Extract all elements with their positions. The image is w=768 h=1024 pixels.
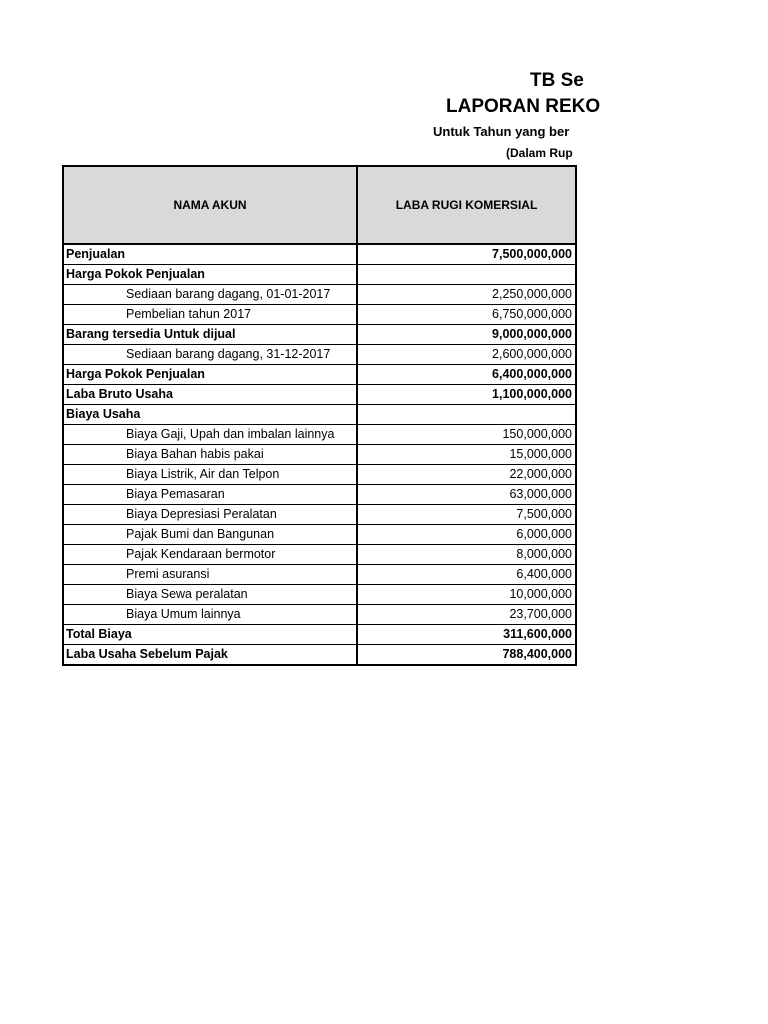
table-row [63, 525, 576, 545]
amount-cell [357, 265, 576, 285]
account-name-cell: Total Biaya [63, 625, 357, 645]
amount-cell [357, 405, 576, 425]
account-name-cell: Biaya Usaha [63, 405, 357, 425]
account-name-cell: Pembelian tahun 2017 [63, 305, 357, 325]
amount-cell: 2,250,000,000 [357, 285, 576, 305]
account-name-cell: Biaya Bahan habis pakai [63, 445, 357, 465]
account-name-cell: Sediaan barang dagang, 31-12-2017 [63, 345, 357, 365]
table-row [63, 305, 576, 325]
amount-cell: 6,400,000 [357, 565, 576, 585]
account-name-cell: Penjualan [63, 244, 357, 265]
table-row [63, 345, 576, 365]
account-name-cell: Biaya Depresiasi Peralatan [63, 505, 357, 525]
amount-cell: 150,000,000 [357, 425, 576, 445]
account-name-cell: Laba Usaha Sebelum Pajak [63, 645, 357, 666]
account-name-cell: Biaya Gaji, Upah dan imbalan lainnya [63, 425, 357, 445]
table-row [63, 505, 576, 525]
table-row [63, 365, 576, 385]
account-name-cell: Biaya Sewa peralatan [63, 585, 357, 605]
amount-cell: 788,400,000 [357, 645, 576, 666]
amount-cell: 6,750,000,000 [357, 305, 576, 325]
table-row [63, 485, 576, 505]
amount-cell: 10,000,000 [357, 585, 576, 605]
account-name-cell: Pajak Bumi dan Bangunan [63, 525, 357, 545]
table-header-row [63, 166, 576, 244]
table-body [63, 244, 576, 665]
report-period: Untuk Tahun yang ber [433, 124, 570, 139]
account-name-cell: Sediaan barang dagang, 01-01-2017 [63, 285, 357, 305]
amount-cell: 9,000,000,000 [357, 325, 576, 345]
amount-cell: 2,600,000,000 [357, 345, 576, 365]
column-header-commercial-pl: LABA RUGI KOMERSIAL [357, 166, 576, 244]
account-name-cell: Biaya Listrik, Air dan Telpon [63, 465, 357, 485]
amount-cell: 23,700,000 [357, 605, 576, 625]
amount-cell: 6,400,000,000 [357, 365, 576, 385]
account-name-cell: Barang tersedia Untuk dijual [63, 325, 357, 345]
account-name-cell: Biaya Pemasaran [63, 485, 357, 505]
table-row [63, 325, 576, 345]
reconciliation-table [62, 165, 577, 666]
table-row [63, 465, 576, 485]
amount-cell: 63,000,000 [357, 485, 576, 505]
amount-cell: 311,600,000 [357, 625, 576, 645]
account-name-cell: Laba Bruto Usaha [63, 385, 357, 405]
table-row [63, 425, 576, 445]
amount-cell: 15,000,000 [357, 445, 576, 465]
amount-cell: 7,500,000 [357, 505, 576, 525]
table-row [63, 625, 576, 645]
report-currency-note: (Dalam Rup [506, 146, 573, 160]
table-row [63, 645, 576, 666]
account-name-cell: Biaya Umum lainnya [63, 605, 357, 625]
amount-cell: 6,000,000 [357, 525, 576, 545]
table-row [63, 545, 576, 565]
table-row [63, 265, 576, 285]
table-row [63, 385, 576, 405]
table-row [63, 405, 576, 425]
table-row [63, 605, 576, 625]
amount-cell: 1,100,000,000 [357, 385, 576, 405]
account-name-cell: Harga Pokok Penjualan [63, 365, 357, 385]
amount-cell: 7,500,000,000 [357, 244, 576, 265]
amount-cell: 8,000,000 [357, 545, 576, 565]
amount-cell: 22,000,000 [357, 465, 576, 485]
account-name-cell: Pajak Kendaraan bermotor [63, 545, 357, 565]
table-row [63, 445, 576, 465]
company-name: TB Se [530, 70, 584, 91]
table-row [63, 285, 576, 305]
table-row [63, 585, 576, 605]
report-title: LAPORAN REKO [446, 96, 601, 117]
account-name-cell: Premi asuransi [63, 565, 357, 585]
account-name-cell: Harga Pokok Penjualan [63, 265, 357, 285]
table-row [63, 565, 576, 585]
table-row [63, 244, 576, 265]
column-header-account-name: NAMA AKUN [63, 166, 357, 244]
